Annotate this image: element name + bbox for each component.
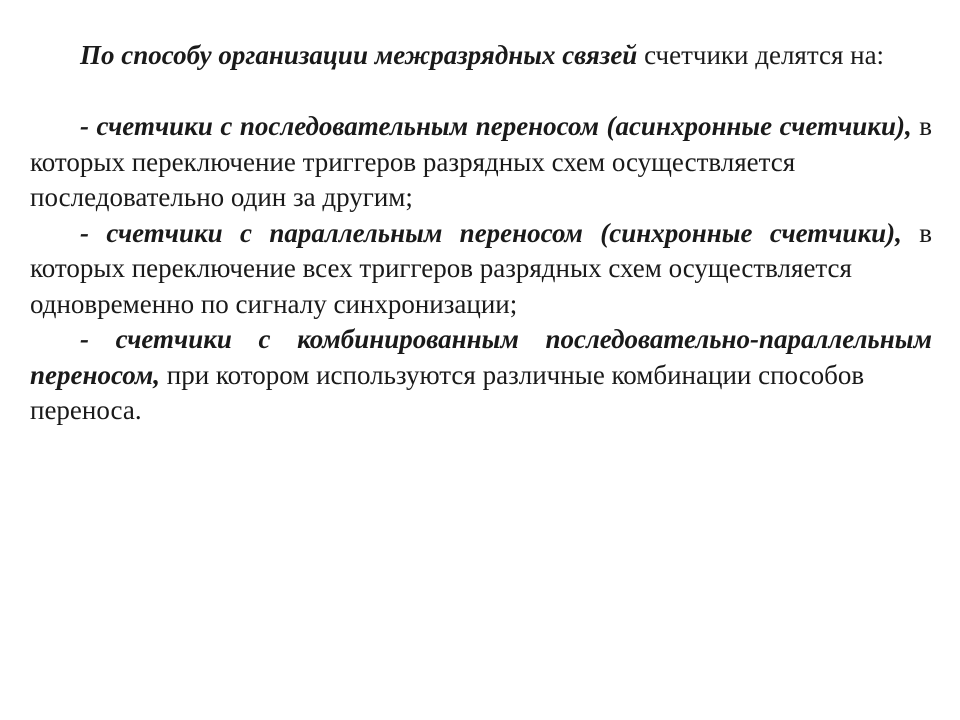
list-item-sequential bbox=[30, 109, 932, 180]
list-item-combined-tail: переноса. bbox=[30, 395, 142, 425]
intro-emphasis: По способу организации межразрядных связей bbox=[80, 40, 638, 70]
item-emphasis: - счетчики с параллельным переносом (синхронные счетчики), bbox=[80, 217, 902, 248]
item-emphasis: - счетчики с комбинированным последовательно-параллельным переносом, bbox=[30, 324, 932, 390]
item-text: при котором используются различные комбинации способов bbox=[160, 359, 865, 390]
list-item-parallel bbox=[30, 216, 932, 287]
intro-text: счетчики делятся на: bbox=[637, 40, 885, 70]
list-item-combined bbox=[30, 322, 932, 393]
list-item-sequential-tail: последовательно один за другим; bbox=[30, 182, 413, 212]
slide-content bbox=[30, 38, 932, 429]
paragraph-spacer bbox=[30, 74, 932, 110]
item-emphasis: - счетчики с последовательным переносом (асинхронные счетчики), bbox=[80, 111, 912, 141]
intro-paragraph bbox=[30, 38, 932, 74]
item-text: в которых переключение триггеров разрядных схем осуществляется bbox=[30, 111, 933, 177]
list-item-parallel-tail: одновременно по сигналу синхронизации; bbox=[30, 288, 518, 319]
item-text: в которых переключение всех триггеров разрядных схем осуществляется bbox=[30, 217, 932, 283]
